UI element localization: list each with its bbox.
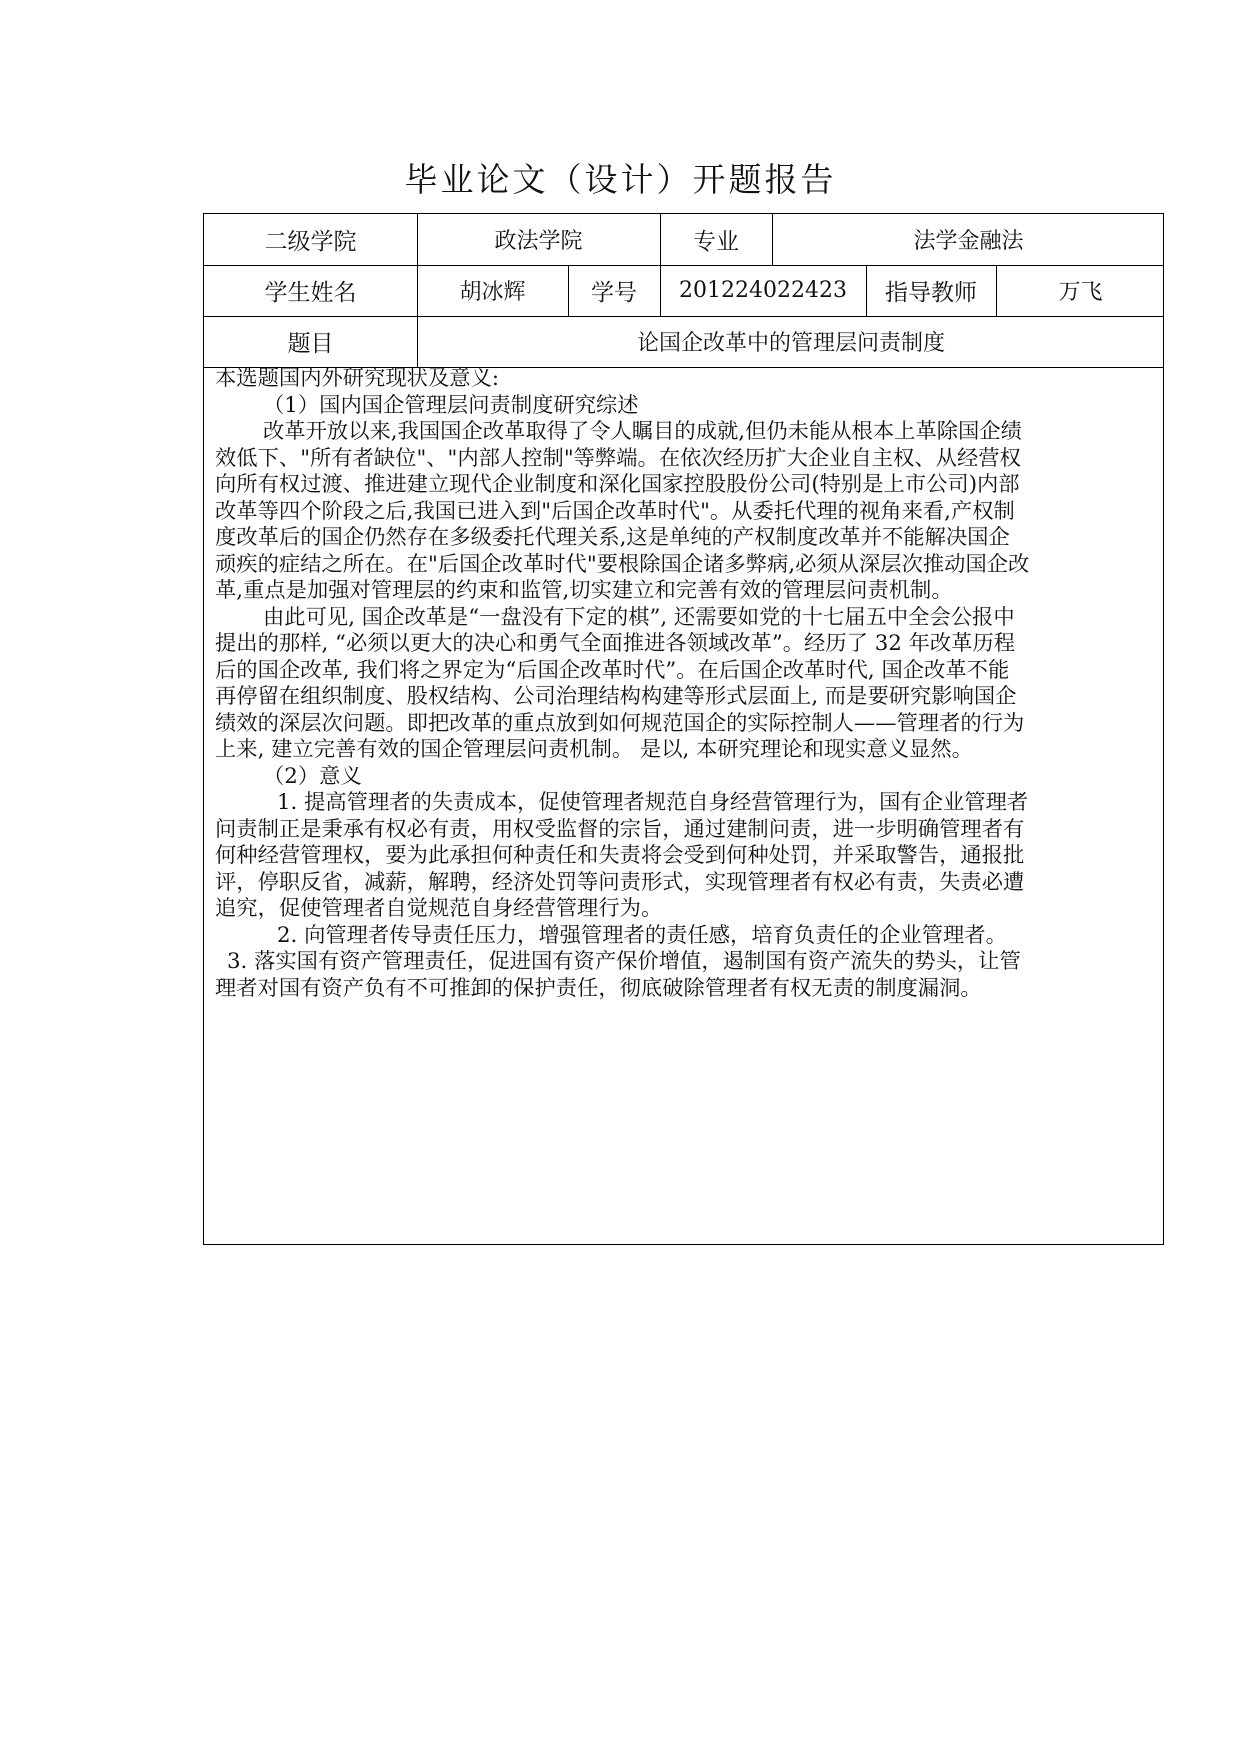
report-title: 毕业论文（设计）开题报告 bbox=[404, 160, 837, 199]
college-value: 政法学院 bbox=[494, 229, 583, 254]
topic-value: 论国企改革中的管理层问责制度 bbox=[636, 331, 945, 356]
topic-label: 题目 bbox=[287, 331, 334, 357]
content-line: 问责制正是秉承有权必有责，用权受监督的宗旨，通过建制问责，进一步明确管理者有 bbox=[215, 816, 1025, 842]
content-line: 本选题国内外研究现状及意义: bbox=[215, 366, 500, 391]
content-line: （1）国内国企管理层问责制度研究综述 bbox=[263, 392, 639, 418]
college-label: 二级学院 bbox=[264, 229, 357, 255]
content-line: 1. 提高管理者的失责成本，促使管理者规范自身经营管理行为，国有企业管理者 bbox=[277, 790, 1029, 815]
content-line: 追究，促使管理者自觉规范自身经营管理行为。 bbox=[215, 896, 663, 921]
content-line: 后的国企改革, 我们将之界定为“后国企改革时代”。在后国企改革时代, 国企改革不能 bbox=[215, 657, 1010, 683]
student-id-value: 201224022423 bbox=[679, 278, 847, 303]
major-label: 专业 bbox=[693, 229, 739, 255]
content-line: 上来, 建立完善有效的国企管理层问责机制。 是以, 本研究理论和现实意义显然。 bbox=[215, 737, 973, 762]
content-line: （2）意义 bbox=[263, 763, 362, 789]
student-name-value: 胡冰辉 bbox=[459, 280, 526, 305]
content-line: 何种经营管理权，要为此承担何种责任和失责将会受到何种处罚，并采取警告，通报批 bbox=[215, 843, 1025, 868]
content-line: 向所有权过渡、推进建立现代企业制度和深化国家控股股份公司(特别是上市公司)内部 bbox=[215, 472, 1020, 497]
content-line: 革,重点是加强对管理层的约束和监管,切实建立和完善有效的管理层问责机制。 bbox=[215, 578, 953, 603]
student-name-label: 学生姓名 bbox=[264, 280, 357, 306]
research-content bbox=[215, 366, 1155, 1002]
advisor-value: 万飞 bbox=[1058, 280, 1103, 305]
major-value: 法学金融法 bbox=[913, 229, 1024, 254]
content-line: 2. 向管理者传导责任压力，增强管理者的责任感，培育负责任的企业管理者。 bbox=[277, 922, 1007, 948]
content-line: 理者对国有资产负有不可推卸的保护责任，彻底破除管理者有权无责的制度漏洞。 bbox=[215, 975, 982, 1001]
content-line: 再停留在组织制度、股权结构、公司治理结构构建等形式层面上, 而是要研究影响国企 bbox=[215, 684, 1017, 709]
content-line: 3. 落实国有资产管理责任，促进国有资产保价增值，遏制国有资产流失的势头，让管 bbox=[227, 949, 1021, 974]
content-line: 提出的那样, “必须以更大的决心和勇气全面推进各领域改革”。经历了 32 年改革历程 bbox=[215, 631, 1016, 656]
content-line: 改革等四个阶段之后,我国已进入到"后国企改革时代"。从委托代理的视角来看,产权制 bbox=[215, 498, 1015, 524]
content-line: 效低下、"所有者缺位"、"内部人控制"等弊端。在依次经历扩大企业自主权、从经营权 bbox=[215, 445, 1021, 471]
content-line: 度改革后的国企仍然存在多级委托代理关系,这是单纯的产权制度改革并不能解决国企 bbox=[215, 525, 1010, 550]
content-line: 评，停职反省，减薪，解聘，经济处罚等问责形式，实现管理者有权必有责，失责必遭 bbox=[215, 869, 1025, 895]
advisor-label: 指导教师 bbox=[885, 280, 977, 306]
content-line: 改革开放以来,我国国企改革取得了令人瞩目的成就,但仍未能从根本上革除国企绩 bbox=[263, 419, 1022, 444]
content-line: 绩效的深层次问题。即把改革的重点放到如何规范国企的实际控制人——管理者的行为 bbox=[215, 710, 1025, 736]
content-line: 顽疾的症结之所在。在"后国企改革时代"要根除国企诸多弊病,必须从深层次推动国企改 bbox=[215, 551, 1030, 577]
content-line: 由此可见, 国企改革是“一盘没有下定的棋”, 还需要如党的十七届五中全会公报中 bbox=[263, 604, 1015, 630]
student-id-label: 学号 bbox=[591, 280, 637, 306]
